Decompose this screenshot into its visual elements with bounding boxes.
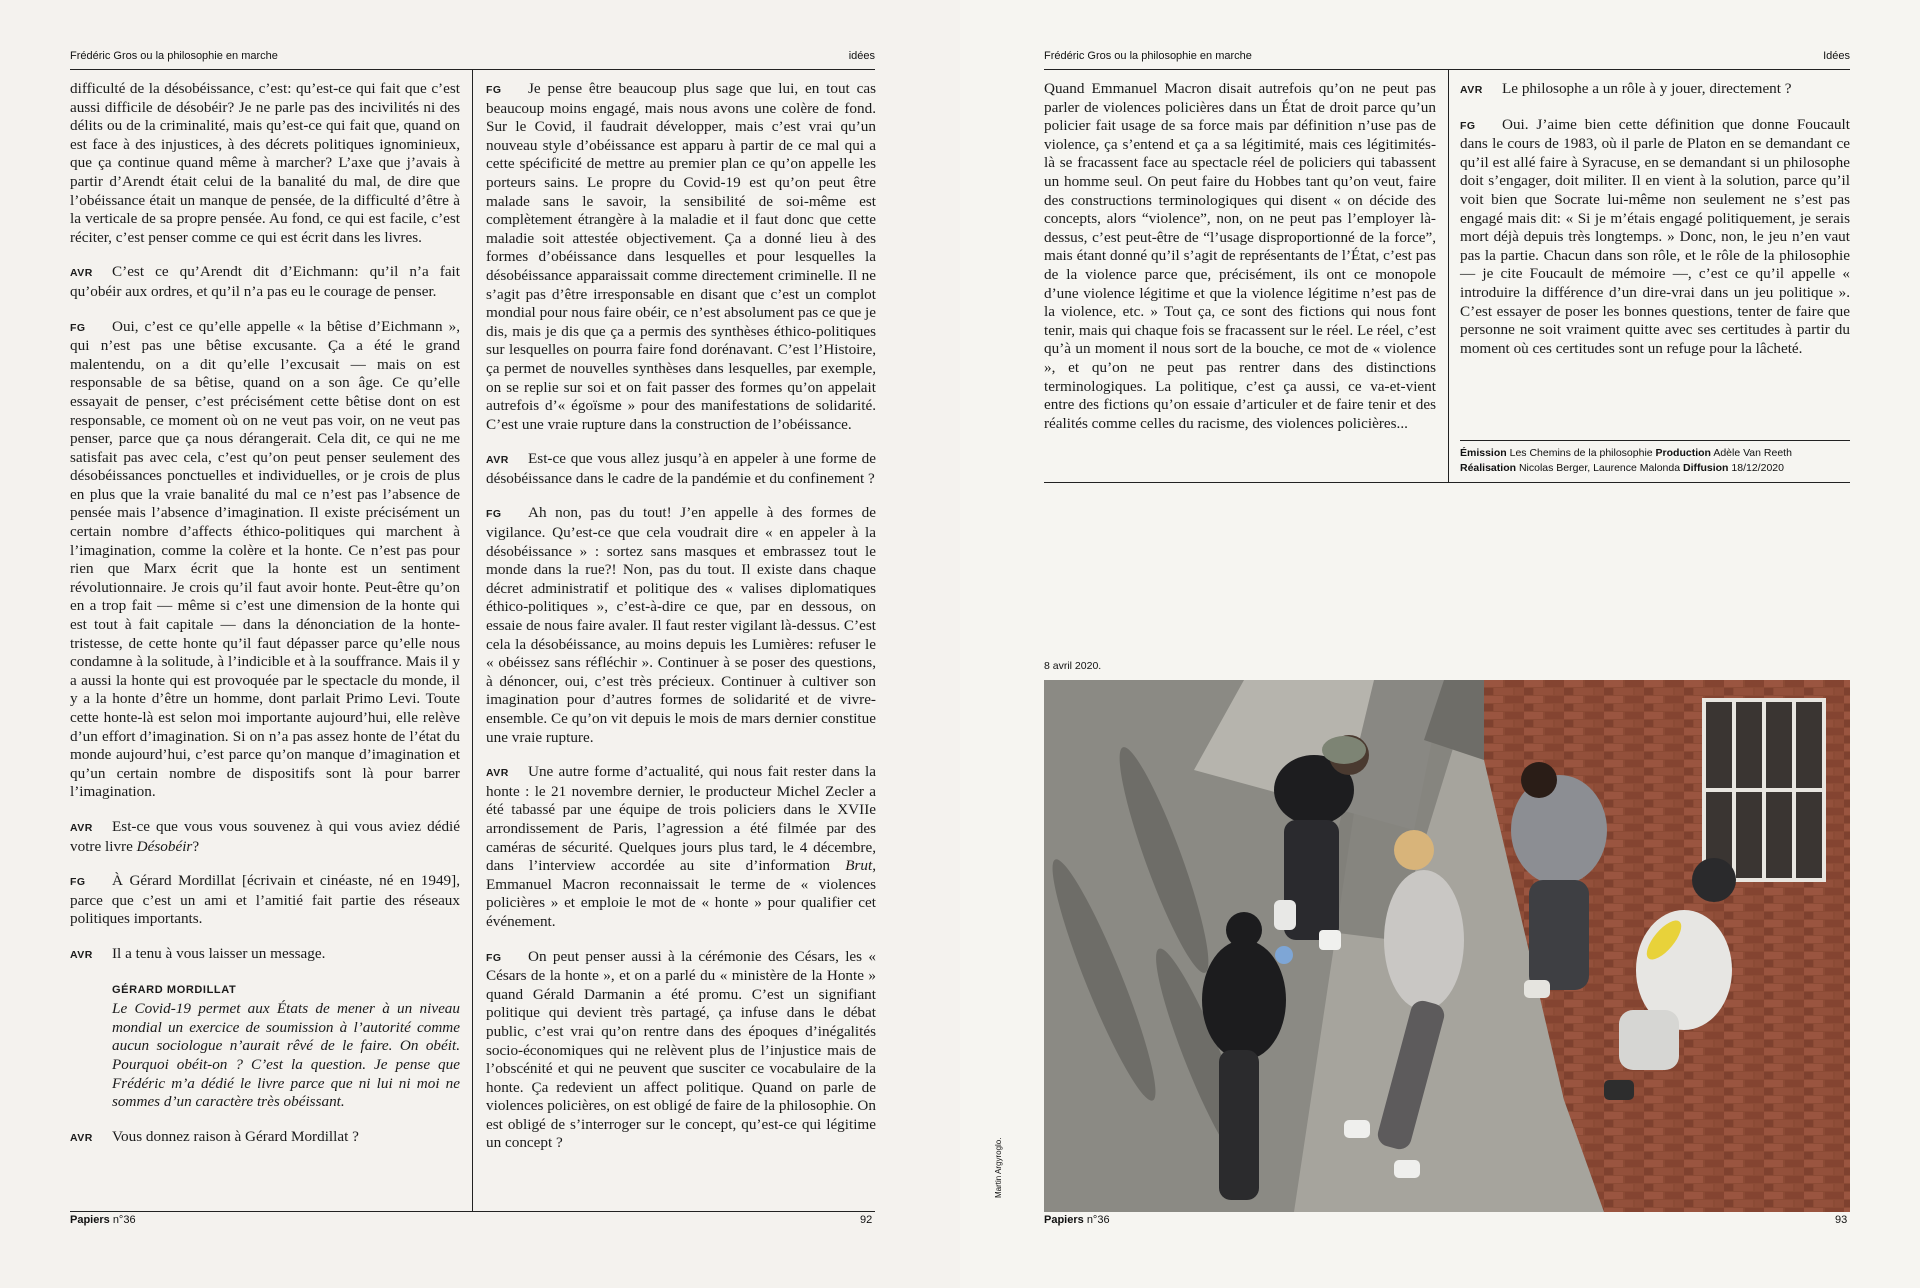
footer-rule xyxy=(70,1211,875,1212)
interview-paragraph-fg xyxy=(486,80,876,434)
quote-author: GÉRARD MORDILLAT xyxy=(112,983,237,996)
issue-number: n°36 xyxy=(112,1214,136,1226)
section-end-rule xyxy=(1044,482,1850,483)
diffusion-label: Diffusion xyxy=(1682,462,1729,474)
running-head xyxy=(1044,50,1850,68)
realisation-value: Nicolas Berger, Laurence Malonda xyxy=(1518,462,1681,474)
emission-label: Émission xyxy=(1460,447,1507,459)
running-head-title: Frédéric Gros ou la philosophie en marche xyxy=(1044,50,1252,62)
interview-paragraph-fg xyxy=(1460,116,1850,359)
magazine-name: Papiers xyxy=(1044,1214,1084,1226)
interview-paragraph-avr xyxy=(486,763,876,931)
interview-paragraph-fg xyxy=(70,318,460,802)
interview-paragraph-avr xyxy=(486,450,876,488)
column-divider xyxy=(472,69,473,1212)
page-number: 92 xyxy=(860,1214,873,1226)
diffusion-value: 18/12/2020 xyxy=(1731,462,1784,474)
window-grille xyxy=(1704,700,1824,880)
speaker-label: AVR xyxy=(70,948,93,961)
italic-title: Brut xyxy=(845,857,873,875)
speaker-label: FG xyxy=(70,876,86,889)
interview-paragraph-avr xyxy=(1460,80,1850,100)
paragraph-text: C’est ce qu’Arendt dit d’Eichmann: qu’il n’a fait qu’obéir aux ordres, et qu’il n’a pas eu le courage de penser. xyxy=(70,263,460,300)
credits-rule xyxy=(1460,440,1850,441)
interview-paragraph-avr xyxy=(70,945,460,965)
production-label: Production xyxy=(1655,447,1711,459)
right-column-1 xyxy=(1044,80,1436,449)
interview-paragraph-avr xyxy=(70,1128,460,1148)
street-photo xyxy=(1044,680,1850,1212)
broadcast-credits xyxy=(1460,446,1852,476)
speaker-label: AVR xyxy=(1460,84,1483,96)
column-divider xyxy=(1448,69,1449,482)
left-column-1 xyxy=(70,80,460,1163)
section-label: idées xyxy=(848,50,875,62)
paragraph-text: Quand Emmanuel Macron disait autrefois qu’on ne peut pas parler de violences policières dans un État de droit parce qu’un policier fait usage de sa force mais par définition n’use pas de violence, ça s’entend et ça a sa légitimité, mais ces légitimités-là se fracassent face au spectacle réel de policiers qui tabassent un homme seul. On peut faire du Hobbes tant qu’on veut, faire des constructions terminologiques qui disent « on décide des concepts, alors “violence”, non, on ne peut pas l’employer là-dessus, c’est peut-être de “l’usage disproportionné de la force”, mais étant donné qu’il s’agit de représentants de l’État, c’est pas de la violence parce que, précisément, ils ont ce monopole d’une violence légitime et que la violence légitime n’est pas de la violence, etc. » Tout ça, ce sont des fictions qui nous font tenir, mais qui chaque fois se fracassent sur le réel. Le réel, c’est qu’à un moment il nous sort de la bouche, ce mot de « violence », et qu’on ne peut pas rentrer dans des distinctions terminologiques. La politique, c’est ça aussi, ce va-et-vient entre des fictions qu’on essaie d’articuler et de faire tenir et des réalités comme celles du racisme, des violences policières... xyxy=(1044,80,1436,432)
paragraph-text: difficulté de la désobéissance, c’est: qu’est-ce qui fait que c’est aussi difficile de désobéir? Je ne parle pas des incivilités ni des délits ou de la criminalité, mais qu’est-ce qui fait que, quand on est face à des injustices, à des décrets politiques ignominieux, que ça continue quand même à marcher? L’axe que j’avais à partir d’Arendt était celui de la banalité du mal, de dire que l’obéissance était un manque de pensée, de la difficulté d’être à la verticale de sa propre pensée. Au fond, ce qui est facile, c’est réciter, c’est penser comme ce qui est écrit dans les livres. xyxy=(70,80,460,246)
paragraph-text: Il a tenu à vous laisser un message. xyxy=(112,944,326,962)
speaker-label: AVR xyxy=(70,821,93,834)
speaker-label: FG xyxy=(1460,119,1476,132)
paragraph-text-after: ? xyxy=(192,837,200,855)
photo-illustration xyxy=(1044,680,1850,1212)
italic-title: Désobéir xyxy=(136,837,193,855)
page-number: 93 xyxy=(1835,1214,1848,1226)
speaker-label: FG xyxy=(486,951,502,964)
speaker-label: FG xyxy=(70,321,86,334)
speaker-label: FG xyxy=(486,84,502,96)
running-head xyxy=(70,50,875,68)
left-column-2 xyxy=(486,80,876,1169)
header-rule xyxy=(1044,69,1850,70)
paragraph-text: Est-ce que vous allez jusqu’à en appeler à une forme de désobéissance dans le cadre de la pandémie et du confinement ? xyxy=(486,450,876,487)
emission-value: Les Chemins de la philosophie xyxy=(1509,447,1653,459)
running-head-title: Frédéric Gros ou la philosophie en marche xyxy=(70,50,278,62)
paragraph-text: Oui, c’est ce qu’elle appelle « la bêtise d’Eichmann », qui n’est pas une bêtise excusante. Ça a été le grand malentendu, on a dit qu’elle l’excusait — mais on est responsable de sa bêtise, quand on a son âge. Ce qu’elle essayait de penser, c’est précisément cette bêtise dont on est responsable, ce moment où on ne veut pas voir, on ne veut pas penser, parce que ça nous dérangerait. Cela dit, ce qui ne me satisfait pas avec cela, c’est qu’on peut penser seulement des désobéissances ponctuelles et individuelles, or je crois de plus en plus que la vraie banalité du mal ce n’est pas l’absence de pensée mais l’absence d’imagination. Il existe précisément un certain nombre d’affects éthico-politiques qui marchent à l’imagination, comme la colère et la honte. Ce n’est pas pour rien que Marx écrit que la honte est un sentiment révolutionnaire. Je crois qu’il faut avoir honte. Peut-être qu’on en a trop fait — même si c’est une dimension de la honte qui est tout à fait capitale — dans la dénonciation de la honte-tristesse, de cette honte qu’il faut dépasser parce qu’elle nous condamne à la solitude, à l’indicible et à la souffrance. Mais il y a aussi la honte qui est provoquée par le spectacle du monde, il y a la honte d’être un homme, dont parlait Primo Levi. Toute cette honte-là est selon moi importante aujourd’hui, elle relève d’un effort d’imagination. Si on n’a pas assez honte de l’état du monde aujourd’hui, c’est parce qu’on manque d’imagination et qu’un certain nombre de dispositifs sont là pour barrer l’imagination. xyxy=(70,317,460,801)
magazine-name: Papiers xyxy=(70,1214,110,1226)
paragraph-text: Est-ce que vous vous souvenez à qui vous aviez dédié votre livre xyxy=(70,817,460,855)
interview-paragraph-avr xyxy=(70,818,460,856)
speaker-label: AVR xyxy=(486,767,509,780)
paragraph-text-after: , Emmanuel Macron reconnaissait le terme de « violences policières » et emploie le mot de « honte » pour qualifier cet événement. xyxy=(486,857,876,930)
right-column-2 xyxy=(1460,80,1850,374)
paragraph-text: Je pense être beaucoup plus sage que lui, en tout cas beaucoup moins engagé, mais nous avons une colère de fond. Sur le Covid, il faudrait développer, mais c’est vrai qu’un nouveau style d’obéissance est apparu à partir de ce mal qui a cette spécificité de mettre au premier plan ce qu’on appelle les porteurs sains. Le propre du Covid-19 est qu’on peut être malade sans le savoir, la sensibilité de soi-même est complètement étrangère à la maladie et il faut donc que cette maladie soit attestée objectivement. Ça a donné lieu à des formes d’obéissance dans lesquelles et pour lesquelles la désobéissance apparaissait comme directement criminelle. Il ne s’agit pas d’être irresponsable en disant que c’est un complot mondial pour nous faire obéir, ce n’est absolument pas ce que je dis, mais je dis que ça a permis des synthèses éthico-politiques sur lesquelles on pourra faire fond dorénavant. C’est l’Histoire, ça permet de nouvelles synthèses dans lesquelles, par exemple, on se replie sur soi et on fait passer des formes qu’on appelait autrefois d’« égoïsme » pour des manifestations de solidarité. C’est une vraie rupture dans la construction de l’obéissance. xyxy=(486,80,876,433)
speaker-label: AVR xyxy=(70,267,93,280)
issue-number: n°36 xyxy=(1086,1214,1110,1226)
footer-magazine xyxy=(70,1214,136,1226)
section-label: Idées xyxy=(1823,50,1850,62)
footer-magazine xyxy=(1044,1214,1110,1226)
speaker-label: AVR xyxy=(70,1131,93,1144)
paragraph-text: Ah non, pas du tout! J’en appelle à des formes de vigilance. Qu’est-ce que cela voudrait dire « en appeler à la désobéissance » : sortez sans masques et embrassez tout le monde dans la rue?! Non, pas du tout. Il existe dans chaque décret administratif et politique des « valises diplomatiques éthico-politiques », c’est-à-dire ce que, par en dessous, on essaie de nous faire avaler. Il faut rester vigilant là-dessus. C’est cela la désobéissance, au moins depuis les Lumières: refuser le « obéissez sans réfléchir ». Continuer à se poser des questions, à dénoncer, oui, c’est très précieux. Continuer à cultiver son imagination pour d’autres formes de solidarité et de vivre-ensemble. Ce qu’on vit depuis le mois de mars dernier constitue une vraie rupture. xyxy=(486,504,876,746)
interview-paragraph-fg xyxy=(486,504,876,747)
interview-paragraph-avr xyxy=(70,263,460,301)
speaker-label: AVR xyxy=(486,454,509,467)
interview-paragraph-fg xyxy=(486,948,876,1154)
quote-text: Le Covid-19 permet aux États de mener à un niveau mondial un exercice de soumission à l’autorité comme aucun sociologue n’aurait rêvé de le faire. On obéit. Pourquoi obéit-on ? C’est la question. Je pense que Frédéric m’a dédié le livre parce que ni lui ni moi ne sommes d’un caractère très obéissant. xyxy=(112,1000,460,1111)
pull-quote xyxy=(112,981,460,1112)
paragraph-text: Oui. J’aime bien cette définition que donne Foucault dans le cours de 1983, où il parle de Platon en se demandant ce qu’il est allé faire à Syracuse, en se demandant si un philosophe doit s’engager, doit militer. Il en vient à la solution, parce qu’il voit bien que Socrate lui-même non seulement ne s’est pas engagé mais dit: « Si je m’étais engagé politiquement, je serais mort déjà depuis très longtemps. » Donc, non, le jeu n’en vaut pas la partie. Chacun dans son rôle, et le rôle de la philosophie — je cite Foucault de mémoire —, c’est ce qu’il appelle « introduire la différence d’un dire-vrai dans un jeu politique ». C’est essayer de poser les bonnes questions, tenter de faire que personne ne soit vraiment quitte avec ses certitudes à partir du moment où ces certitudes sont un refuge pour la lâcheté. xyxy=(1460,115,1850,357)
interview-paragraph xyxy=(1044,80,1436,433)
paragraph-text: À Gérard Mordillat [écrivain et cinéaste, né en 1949], parce que c’est un ami et l’amitié fait partie des réseaux politiques importants. xyxy=(70,872,460,928)
interview-paragraph-fg xyxy=(70,872,460,929)
paragraph-text: Une autre forme d’actualité, qui nous fait rester dans la honte : le 21 novembre dernier, le producteur Michel Zecler a été tabassé par une équipe de trois policiers dans le XVIIe arrondissement de Paris, l’agression a été filmée par des caméras de sécurité. Quelques jours plus tard, le 4 décembre, dans l’interview accordée au site d’information xyxy=(486,763,876,875)
right-page xyxy=(960,0,1920,1288)
interview-paragraph xyxy=(70,80,460,247)
paragraph-text: Le philosophe a un rôle à y jouer, directement ? xyxy=(1502,80,1792,97)
paragraph-text: Vous donnez raison à Gérard Mordillat ? xyxy=(112,1127,359,1145)
production-value: Adèle Van Reeth xyxy=(1713,447,1792,459)
photo-caption: 8 avril 2020. xyxy=(1044,660,1102,672)
realisation-label: Réalisation xyxy=(1460,462,1517,474)
photo-credit: Martin Argyroglo. xyxy=(994,1137,1003,1198)
speaker-label: FG xyxy=(486,508,502,521)
paragraph-text: On peut penser aussi à la cérémonie des Césars, les « Césars de la honte », et on a parlé du « ministère de la Honte » quand Gérald Darmanin a été promu. C’est un signifiant politique qui devient très partagé, ça infuse dans le débat public, c’est vrai qu’on rentre dans des époques d’inégalités socio-économiques qui ne relèvent plus de l’injustice mais de l’obscénité et qui ne peuvent que susciter ce vocabulaire de la honte. Ça redevient un affect politique. Quand on parle de violences policières, on est obligé de faire de la philosophie. On est obligé de s’interroger sur le concept, qu’est-ce qui légitime un concept ? xyxy=(486,947,876,1152)
